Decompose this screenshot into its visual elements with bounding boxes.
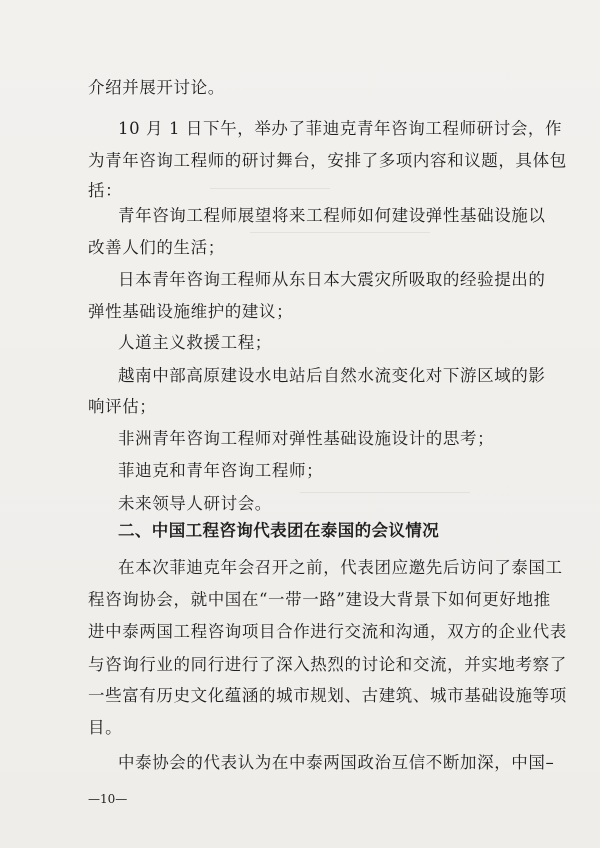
agenda-item-5: 非洲青年咨询工程师对弹性基础设施设计的思考； — [118, 429, 495, 448]
page-number: —10— — [88, 792, 128, 806]
text-line-19: 与咨询行业的同行进行了深入热烈的讨论和交流，并实地考察了 — [88, 655, 567, 674]
text-line-2: 10 月 1 日下午，举办了菲迪克青年咨询工程师研讨会，作 — [118, 119, 563, 138]
section-heading: 二、中国工程咨询代表团在泰国的会议情况 — [118, 521, 440, 540]
text-line-22: 中泰协会的代表认为在中泰两国政治互信不断加深，中国– — [118, 753, 555, 772]
agenda-item-1-line-1: 青年咨询工程师展望将来工程师如何建设弹性基础设施以 — [118, 206, 546, 225]
text-line-18: 进中泰两国工程咨询项目合作进行交流和沟通，双方的企业代表 — [88, 622, 567, 641]
text-line-21: 目。 — [88, 718, 123, 737]
agenda-item-3: 人道主义救援工程； — [118, 333, 272, 352]
agenda-item-6: 菲迪克和青年咨询工程师； — [118, 461, 324, 480]
agenda-item-4-line-1: 越南中部高原建设水电站后自然水流变化对下游区域的影 — [118, 366, 546, 385]
text-line-20: 一些富有历史文化蕴涵的城市规划、古建筑、城市基础设施等项 — [88, 686, 567, 705]
agenda-item-4-line-2: 响评估； — [88, 397, 157, 416]
agenda-item-1-line-2: 改善人们的生活； — [88, 238, 225, 257]
text-line-4: 括： — [88, 181, 123, 200]
agenda-item-2-line-1: 日本青年咨询工程师从东日本大震灾所吸取的经验提出的 — [118, 270, 546, 289]
text-line-1: 介绍并展开讨论。 — [88, 78, 225, 97]
agenda-item-2-line-2: 弹性基础设施维护的建议； — [88, 302, 294, 321]
text-line-16: 在本次菲迪克年会召开之前，代表团应邀先后访问了泰国工 — [118, 558, 563, 577]
show-through-mark — [210, 188, 330, 189]
text-line-17: 程咨询协会，就中国在“一带一路”建设大背景下如何更好地推 — [88, 590, 551, 609]
show-through-mark — [300, 492, 470, 493]
text-line-3: 为青年咨询工程师的研讨舞台，安排了多项内容和议题，具体包 — [88, 151, 567, 170]
show-through-mark — [250, 232, 430, 233]
agenda-item-7: 未来领导人研讨会。 — [118, 494, 272, 513]
